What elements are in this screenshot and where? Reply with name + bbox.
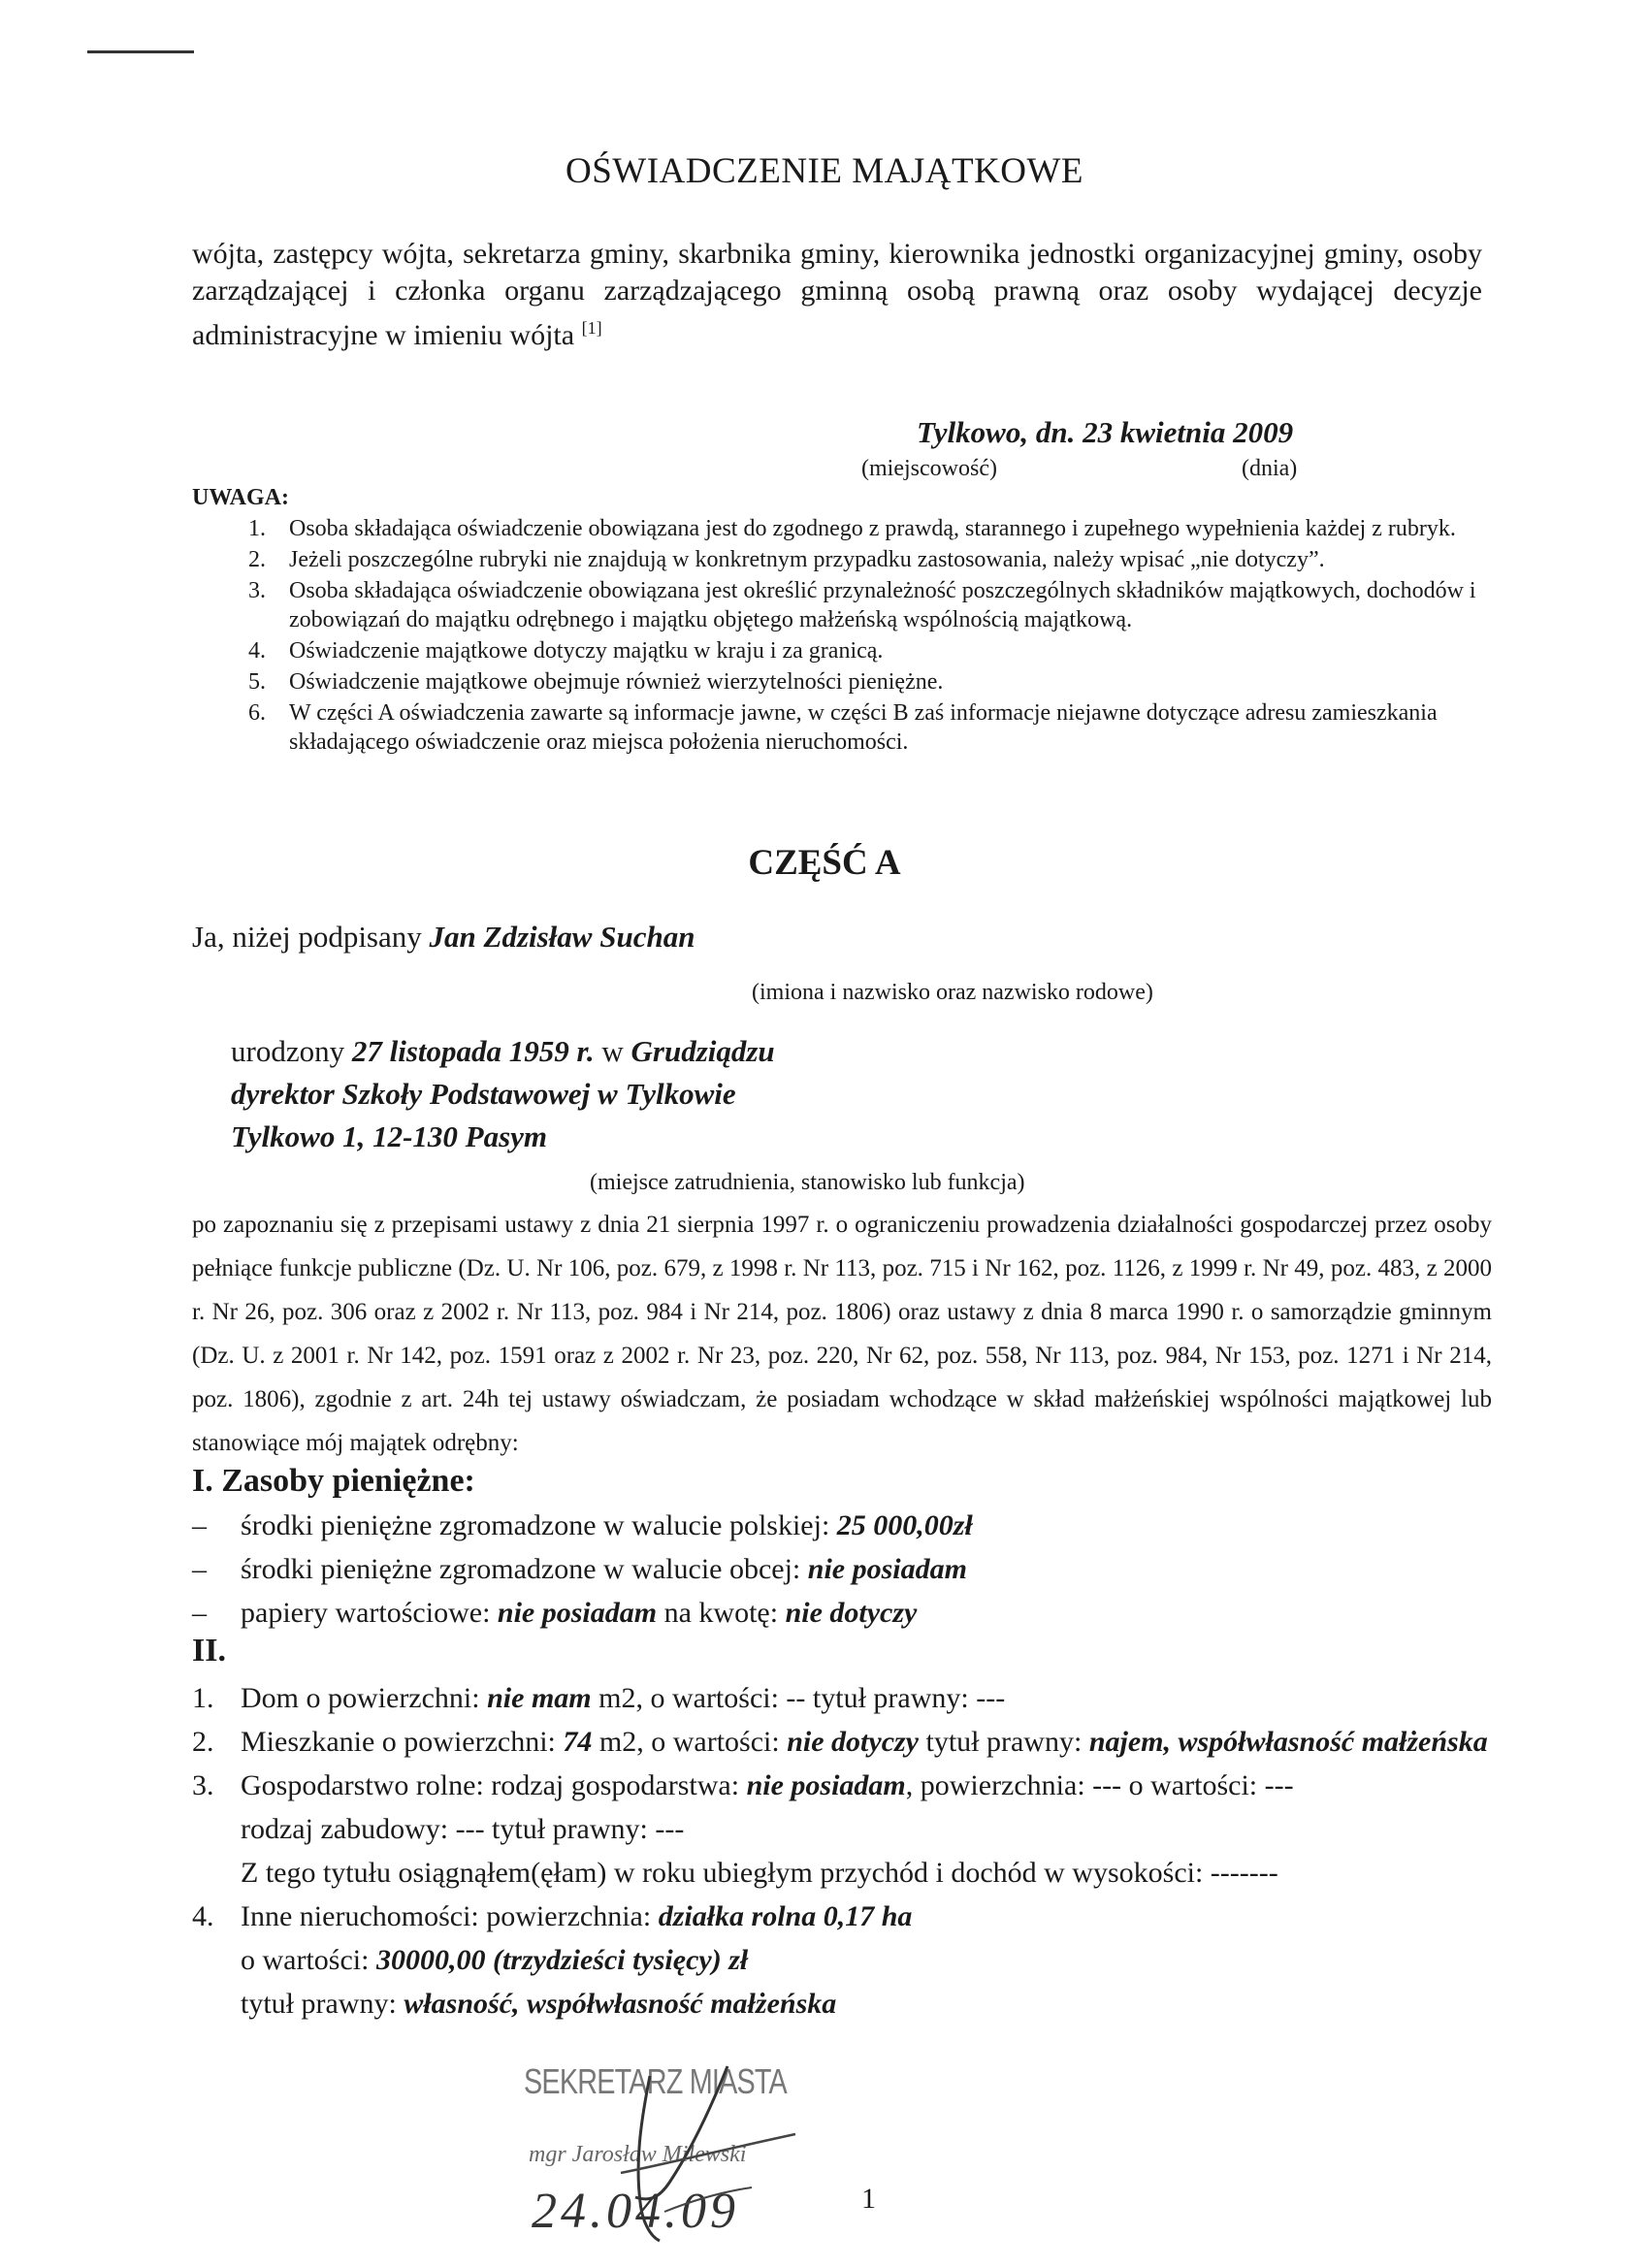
signature-icon (582, 2057, 834, 2251)
place-label: (miejscowość) (861, 456, 997, 481)
birth-place: Grudziądzu (630, 1034, 775, 1068)
list-item: 2. Jeżeli poszczególne rubryki nie znajdują w konkretnym przypadku zastosowania, należy wpisać „nie dotyczy”. (248, 547, 1325, 572)
declarant-name: Jan Zdzisław Suchan (429, 920, 695, 954)
stamp-name: mgr Jarosław Milewski (529, 2142, 747, 2167)
list-item: 3. Osoba składająca oświadczenie obowiązana jest określić przynależność poszczególnych składników majątkowych, dochodów i zobowiązań do majątku odrębnego i majątku objętego małżeńską wspólnością majątkową. (248, 578, 1476, 632)
list-item: 6. W części A oświadczenia zawarte są informacje jawne, w części B zaś informacje niejawne dotyczące adresu zamieszkania składającego oświadczenie oraz miejsca położenia nieruchomości. (248, 700, 1438, 755)
legal-basis-text: po zapoznaniu się z przepisami ustawy z dnia 21 sierpnia 1997 r. o ograniczeniu prowadzenia działalności gospodarczej przez osoby pełniące funkcje publiczne (Dz. U. Nr 106, poz. 679, z 1998 r. Nr 113, poz. 715 i Nr 162, poz. 1126, z 1999 r. Nr 49, poz. 483, z 2000 r. Nr 26, poz. 306 oraz z 2002 r. Nr 113, poz. 984 i Nr 214, poz. 1806) oraz ustawy z dnia 8 marca 1990 r. o samorządzie gminnym (Dz. U. z 2001 r. Nr 142, poz. 1591 oraz z 2002 r. Nr 23, poz. 220, Nr 62, poz. 558, Nr 113, poz. 984, Nr 153, poz. 1271 i Nr 214, poz. 1806), zgodnie z art. 24h tej ustawy oświadczam, że posiadam wchodzące w skład małżeńskiej wspólności majątkowej lub stanowiące mój majątek odrębny: (192, 1212, 1492, 1456)
section-2-heading: II. (192, 1633, 226, 1669)
handwritten-date: 24.04.09 (532, 2184, 739, 2239)
list-item: 3. Gospodarstwo rolne: rodzaj gospodarstwa: nie posiadam, powierzchnia: --- o wartości: --- rodzaj zabudowy: --- tytuł prawny: --- Z tego tytułu osiągnąłem(ęłam) w roku ubiegłym przychód i dochód w wysokości: ------- (192, 1769, 1294, 1889)
section-1-list (192, 1504, 1492, 1635)
employment-label: (miejsce zatrudnienia, stanowisko lub funkcja) (590, 1170, 1025, 1195)
uwaga-list (231, 514, 1492, 759)
list-item: 1. Osoba składająca oświadczenie obowiązana jest do zgodnego z prawdą, starannego i zupełnego wypełnienia każdej z rubryk. (248, 516, 1456, 541)
uwaga-label: UWAGA: (192, 485, 289, 510)
list-item: – środki pieniężne zgromadzone w walucie polskiej: 25 000,00zł (192, 1509, 973, 1541)
declarant-line: Ja, niżej podpisany Jan Zdzisław Suchan (192, 920, 695, 954)
intro-text: wójta, zastępcy wójta, sekretarza gminy, skarbnika gminy, kierownika jednostki organizacyjnej gminy, osoby zarządzającej i członka organu zarządzającego gminną osobą prawną oraz osoby wydającej decyzje administracyjne w imieniu wójta (192, 238, 1482, 351)
position-line: dyrektor Szkoły Podstawowej w Tylkowie (231, 1077, 736, 1111)
place-date-labels (861, 456, 1297, 482)
footnote-ref: [1] (581, 318, 602, 338)
list-item: 5. Oświadczenie majątkowe obejmuje również wierzytelności pieniężne. (248, 669, 944, 695)
list-item: 4. Oświadczenie majątkowe dotyczy majątku w kraju i za granicą. (248, 638, 884, 664)
page-number: 1 (861, 2183, 876, 2215)
list-item: 4. Inne nieruchomości: powierzchnia: działka rolna 0,17 ha o wartości: 30000,00 (trzydzieści tysięcy) zł tytuł prawny: własność, współwłasność małżeńska (192, 1900, 913, 2020)
section-2-list (192, 1676, 1492, 2025)
section-1-heading: I. Zasoby pieniężne: (192, 1463, 475, 1499)
date-label: (dnia) (1241, 456, 1298, 481)
list-item: 1. Dom o powierzchni: nie mam m2, o wartości: -- tytuł prawny: --- (192, 1682, 1006, 1714)
top-rule (87, 50, 194, 53)
list-item: – środki pieniężne zgromadzone w walucie obcej: nie posiadam (192, 1553, 967, 1585)
document-intro (192, 236, 1482, 354)
list-item: – papiery wartościowe: nie posiadam na kwotę: nie dotyczy (192, 1597, 918, 1629)
part-a-title: CZĘŚĆ A (748, 843, 901, 883)
name-label: (imiona i nazwisko oraz nazwisko rodowe) (752, 980, 1153, 1005)
birth-line: urodzony 27 listopada 1959 r. w Grudziądzu (231, 1034, 775, 1068)
place-date-value: Tylkowo, dn. 23 kwietnia 2009 (917, 415, 1294, 449)
birth-date: 27 listopada 1959 r. (351, 1034, 595, 1068)
official-stamp: SEKRETARZ MIASTA (524, 2061, 787, 2101)
list-item: 2. Mieszkanie o powierzchni: 74 m2, o wartości: nie dotyczy tytuł prawny: najem, współwłasność małżeńska (192, 1726, 1488, 1758)
address-line: Tylkowo 1, 12-130 Pasym (231, 1119, 548, 1153)
document-title: OŚWIADCZENIE MAJĄTKOWE (565, 151, 1084, 191)
